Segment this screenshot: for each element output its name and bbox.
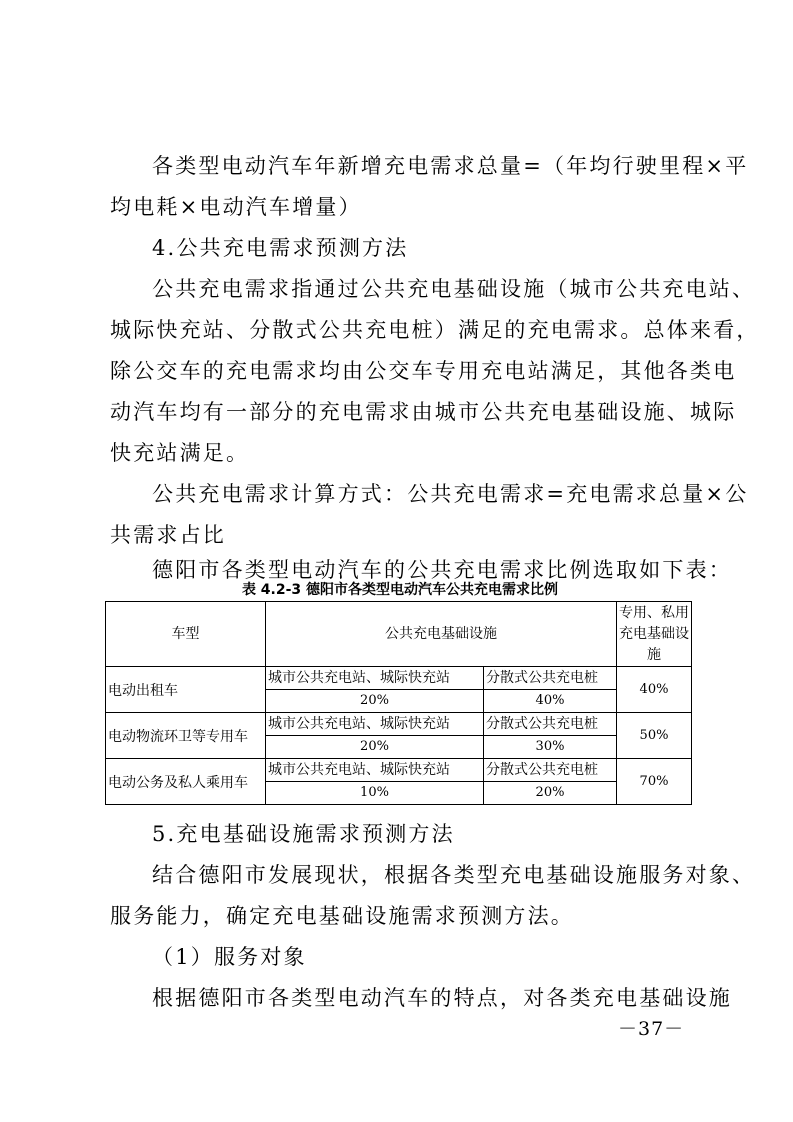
share-cell: 20%: [484, 782, 617, 805]
vehicle-type-cell: 电动物流环卫等专用车: [106, 713, 266, 759]
facility-cell: 分散式公共充电桩: [484, 759, 617, 782]
body-text-line: 共需求占比: [110, 523, 226, 547]
private-share-cell: 50%: [617, 713, 692, 759]
share-cell: 20%: [266, 690, 484, 713]
facility-cell: 城市公共充电站、城际快充站: [266, 713, 484, 736]
facility-cell: 城市公共充电站、城际快充站: [266, 667, 484, 690]
section-heading: 5.充电基础设施需求预测方法: [152, 822, 455, 846]
body-text-line: 根据德阳市各类型电动汽车的特点，对各类充电基础设施: [152, 986, 732, 1010]
body-text-line: 服务能力，确定充电基础设施需求预测方法。: [110, 904, 574, 928]
body-text-line: 快充站满足。: [110, 441, 250, 465]
subsection-heading: （1）服务对象: [152, 945, 307, 969]
body-text-line: 公共充电需求计算方式：公共充电需求=充电需求总量×公: [152, 482, 749, 506]
header-vehicle-type: 车型: [106, 602, 266, 667]
body-text-line: 城际快充站、分散式公共充电桩）满足的充电需求。总体来看，: [110, 318, 760, 342]
facility-cell: 城市公共充电站、城际快充站: [266, 759, 484, 782]
facility-cell: 分散式公共充电桩: [484, 667, 617, 690]
vehicle-type-cell: 电动出租车: [106, 667, 266, 713]
vehicle-type-cell: 电动公务及私人乘用车: [106, 759, 266, 805]
share-cell: 30%: [484, 736, 617, 759]
body-text-line: 除公交车的充电需求均由公交车专用充电站满足，其他各类电: [110, 359, 737, 383]
facility-cell: 分散式公共充电桩: [484, 713, 617, 736]
table-header-row: [106, 602, 692, 667]
table-row: [106, 713, 692, 736]
page-number: －37－: [618, 1018, 685, 1040]
header-public-facilities: 公共充电基础设施: [266, 602, 617, 667]
share-cell: 40%: [484, 690, 617, 713]
table-row: [106, 667, 692, 690]
header-private-facilities: 专用、私用充电基础设施: [617, 602, 692, 667]
section-heading: 4.公共充电需求预测方法: [152, 236, 409, 260]
charging-demand-table: [105, 601, 692, 805]
body-text-line: 均电耗×电动汽车增量）: [110, 195, 362, 219]
body-text-line: 结合德阳市发展现状，根据各类型充电基础设施服务对象、: [152, 863, 756, 887]
body-text-line: 公共充电需求指通过公共充电基础设施（城市公共充电站、: [152, 277, 756, 301]
private-share-cell: 40%: [617, 667, 692, 713]
share-cell: 10%: [266, 782, 484, 805]
table-caption: 表 4.2-3 德阳市各类型电动汽车公共充电需求比例: [241, 582, 559, 598]
body-text-line: 动汽车均有一部分的充电需求由城市公共充电基础设施、城际: [110, 400, 737, 424]
private-share-cell: 70%: [617, 759, 692, 805]
share-cell: 20%: [266, 736, 484, 759]
table-row: [106, 759, 692, 782]
body-text-line: 各类型电动汽车年新增充电需求总量=（年均行驶里程×平: [152, 154, 749, 178]
body-text-line: 德阳市各类型电动汽车的公共充电需求比例选取如下表：: [152, 558, 732, 582]
